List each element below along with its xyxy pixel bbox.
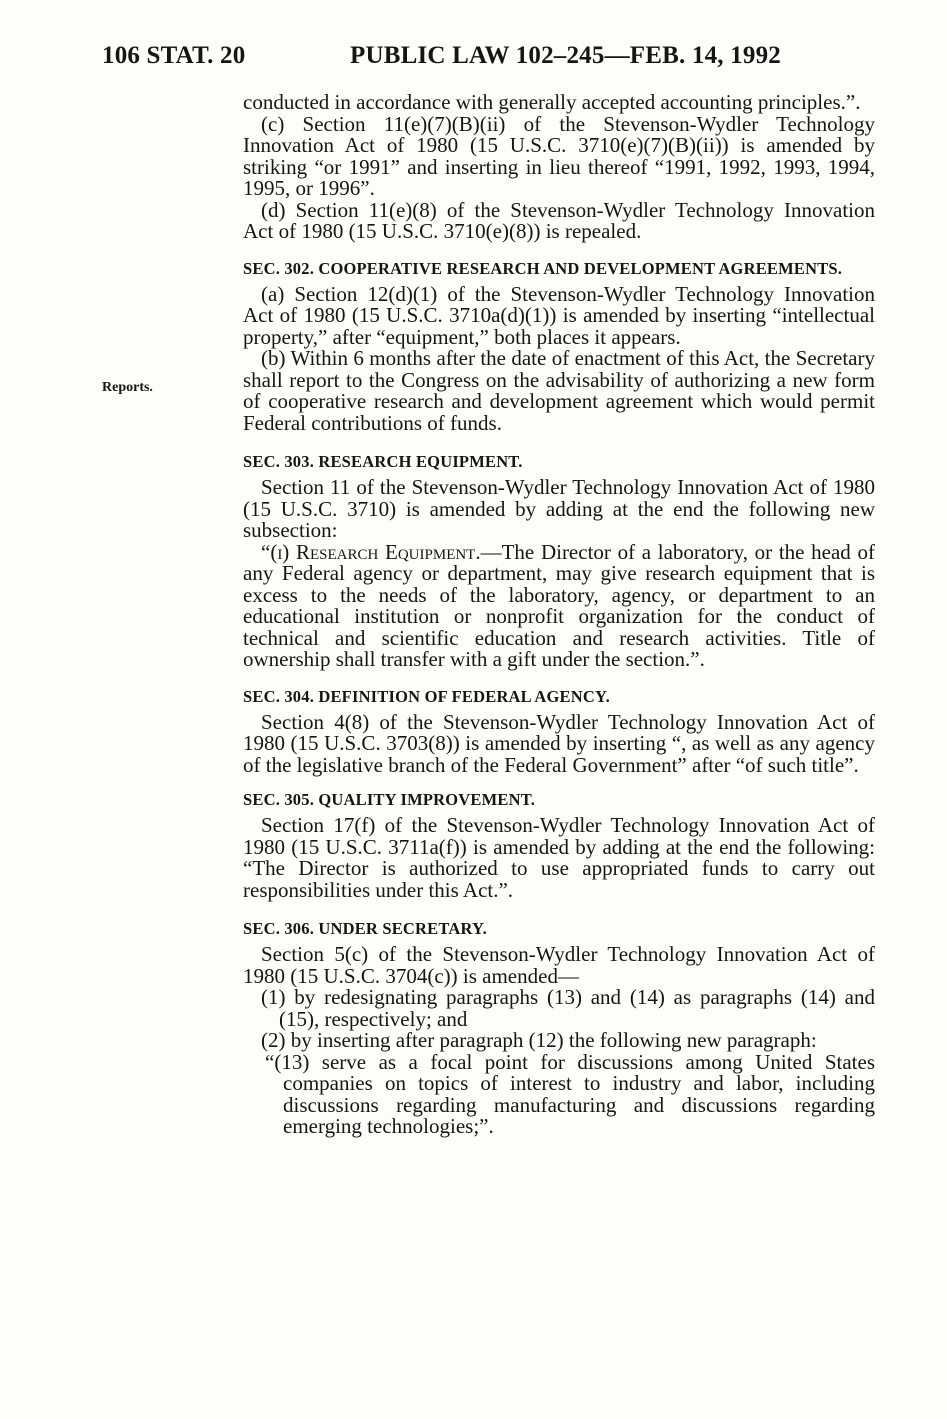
section-303-heading: SEC. 303. RESEARCH EQUIPMENT. — [243, 452, 523, 471]
section-304-body: Section 4(8) of the Stevenson-Wydler Technology Innovation Act of 1980 (15 U.S.C. 3703(8)) is amended by inserting “, as well as any agency of the legislative branch of the Federal Government” after “of such title”. — [243, 709, 875, 777]
section-302-a: (a) Section 12(d)(1) of the Stevenson-Wydler Technology Innovation Act of 1980 (15 U.S.C. 3710a(d)(1)) is amended by inserting “intellectual property,” after “equipment,” both places it appears. — [243, 281, 875, 349]
law-title: PUBLIC LAW 102–245—FEB. 14, 1992 — [350, 42, 781, 69]
page-reference: 106 STAT. 20 — [102, 42, 246, 69]
section-304-heading: SEC. 304. DEFINITION OF FEDERAL AGENCY. — [243, 686, 610, 706]
section-303-quote-body: —The Director of a laboratory, or the head of any Federal agency or department, may give research equipment that is excess to the needs of the laboratory, agency, or department to an educational institution or nonprofit organization for the conduct of technical and scientific education and research activities. Title of ownership shall transfer with a gift under the section.”. — [243, 539, 875, 671]
section-305-body: Section 17(f) of the Stevenson-Wydler Technology Innovation Act of 1980 (15 U.S.C. 3711a(f)) is amended by adding at the end the following: “The Director is authorized to use appropriated funds to carry out responsibilities under this Act.”. — [243, 813, 875, 902]
section-306-item-1: (1) by redesignating paragraphs (13) and (14) as paragraphs (14) and (15), respectively; and — [261, 985, 875, 1031]
section-302-heading: SEC. 302. COOPERATIVE RESEARCH AND DEVELOPMENT AGREEMENTS. — [243, 258, 843, 278]
section-306-quote: “(13) serve as a focal point for discussions among United States companies on topics of interest to industry and labor, including discussions regarding manufacturing and discussions regarding emerging technologies;”. — [265, 1049, 875, 1138]
section-306-heading: SEC. 306. UNDER SECRETARY. — [243, 919, 487, 938]
section-303-quote — [243, 539, 875, 671]
paragraph-continuation: conducted in accordance with generally accepted accounting principles.”. — [243, 90, 861, 114]
section-306-intro: Section 5(c) of the Stevenson-Wydler Technology Innovation Act of 1980 (15 U.S.C. 3704(c)) is amended— — [243, 942, 875, 988]
section-303-intro: Section 11 of the Stevenson-Wydler Technology Innovation Act of 1980 (15 U.S.C. 3710) is amended by adding at the end the following new subsection: — [243, 475, 875, 542]
section-305-heading: SEC. 305. QUALITY IMPROVEMENT. — [243, 790, 536, 809]
section-302-b: (b) Within 6 months after the date of enactment of this Act, the Secretary shall report to the Congress on the advisability of authorizing a new form of cooperative research and development agreement which would permit Federal contributions of funds. — [243, 346, 875, 435]
section-303-quote-lead: “(i) Research Equipment. — [261, 539, 481, 564]
page-body — [243, 92, 875, 1138]
paragraph-c: (c) Section 11(e)(7)(B)(ii) of the Stevenson-Wydler Technology Innovation Act of 1980 (15 U.S.C. 3710(e)(7)(B)(ii)) is amended by striking “or 1991” and inserting in lieu thereof “1991, 1992, 1993, 1994, 1995, or 1996”. — [243, 111, 875, 200]
section-306-item-2: (2) by inserting after paragraph (12) the following new paragraph: — [261, 1028, 817, 1052]
margin-note-reports: Reports. — [102, 380, 153, 395]
paragraph-d: (d) Section 11(e)(8) of the Stevenson-Wydler Technology Innovation Act of 1980 (15 U.S.C. 3710(e)(8)) is repealed. — [243, 197, 875, 243]
